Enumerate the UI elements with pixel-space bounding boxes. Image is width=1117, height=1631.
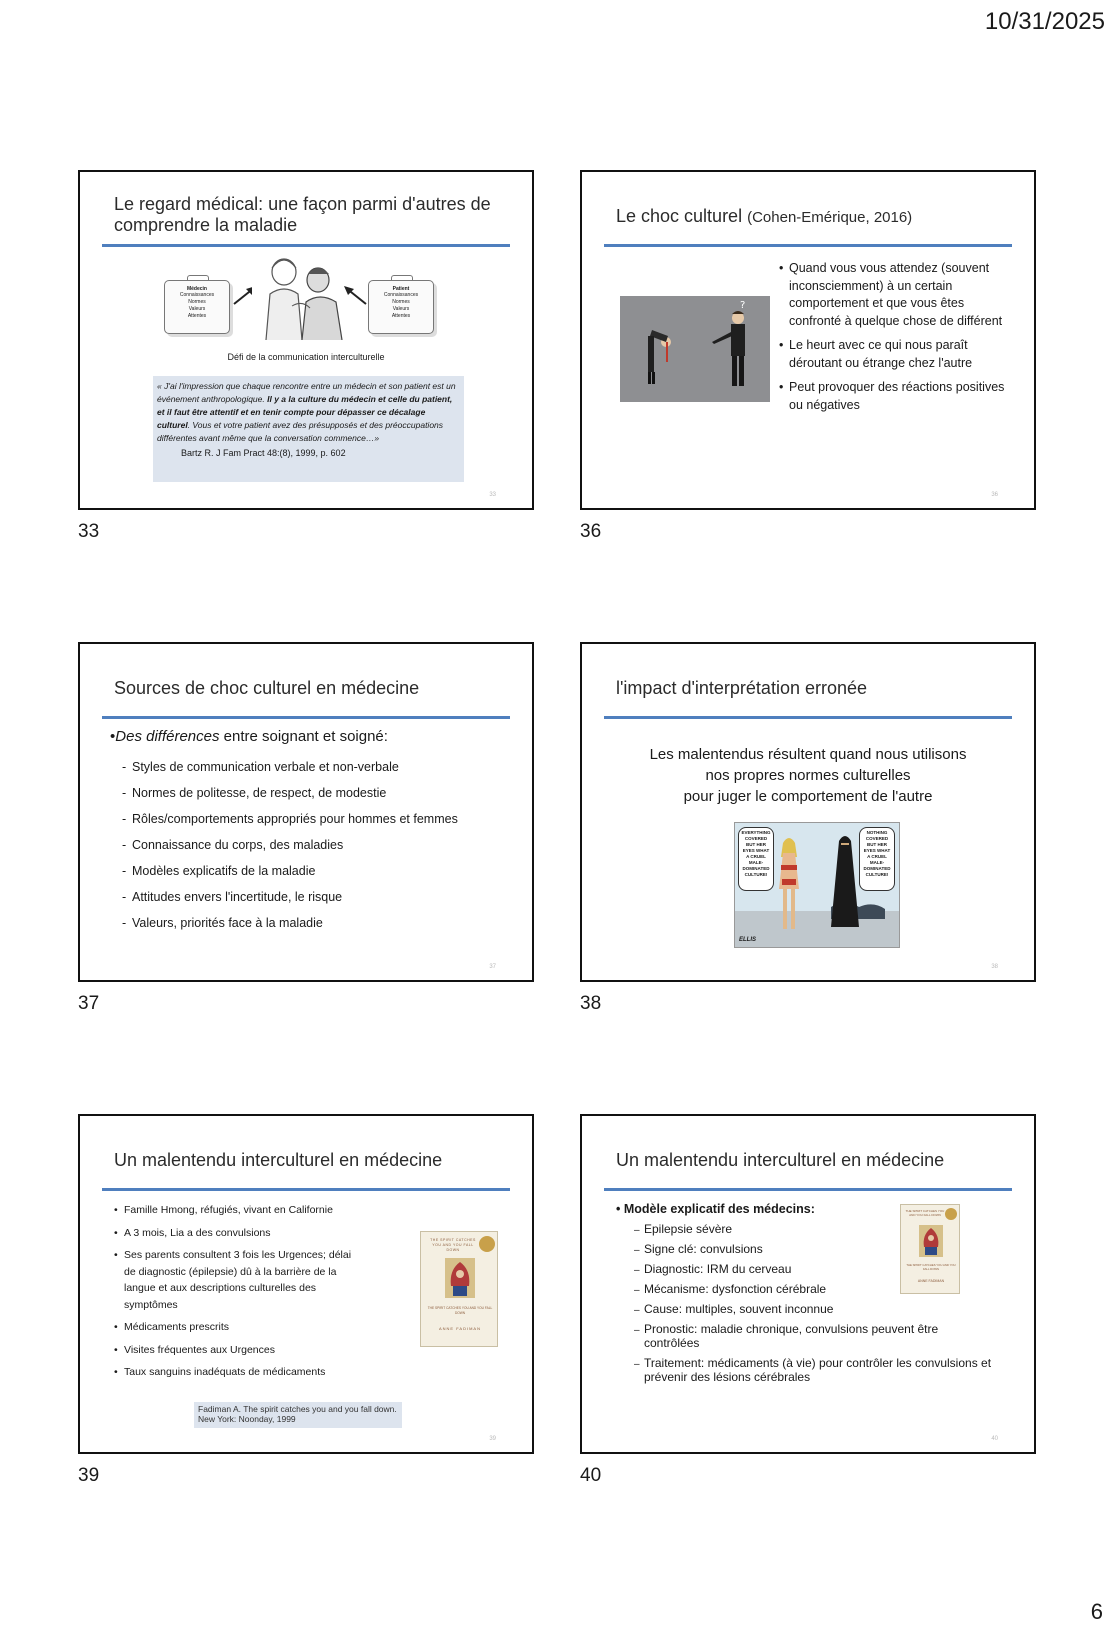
doctor-box-line: Attentes: [187, 313, 207, 319]
speech-bubble-left: EVERYTHING COVERED BUT HER EYES WHAT A CRUEL MALE-DOMINATED CULTURE!: [738, 827, 774, 891]
slide-title-reference: (Cohen-Emérique, 2016): [747, 209, 913, 226]
cartoon-image: [734, 822, 900, 948]
bow-handshake-image: [620, 296, 770, 402]
doctor-patient-illustration: [252, 250, 348, 340]
bullet-item: • Ses parents consultent 3 fois les Urgences; délai de diagnostic (épilepsie) dû à la barrière de la langue et aux descriptions culturelles des symptômes: [114, 1247, 354, 1313]
slide-label: 40: [580, 1465, 602, 1486]
case-bullet-list: [114, 1202, 354, 1381]
slide-36: [580, 170, 1036, 510]
list-item: - Styles de communication verbale et non-verbale: [122, 754, 522, 780]
slide-text: [582, 744, 1034, 807]
cartoon-signature: ELLIS: [739, 937, 757, 943]
slide-33: [78, 170, 534, 510]
title-rule: [604, 244, 1012, 247]
list-item: – Traitement: médicaments (à vie) pour contrôler les convulsions et prévenir des lésions cérébrales: [634, 1356, 994, 1384]
bullet-list: [779, 260, 1005, 414]
slide-title: l'impact d'interprétation erronée: [616, 678, 868, 698]
title-rule: [102, 716, 510, 719]
doctor-briefcase: [164, 280, 230, 334]
slide-number: 36: [991, 492, 998, 498]
list-item: - Normes de politesse, de respect, de modestie: [122, 780, 522, 806]
slide-number: 37: [489, 964, 496, 970]
book-illustration: [919, 1225, 943, 1257]
slide-39: [78, 1114, 534, 1454]
slide-title: Un malentendu interculturel en médecine: [114, 1150, 443, 1170]
list-item: – Mécanisme: dysfonction cérébrale: [634, 1282, 884, 1296]
title-rule: [604, 716, 1012, 719]
text-line: nos propres normes culturelles: [705, 767, 911, 784]
patient-briefcase: [368, 280, 434, 334]
list-item: – Cause: multiples, souvent inconnue: [634, 1302, 884, 1316]
bullet-item: • Peut provoquer des réactions positives ou négatives: [779, 379, 1005, 414]
patient-box-line: Normes: [392, 299, 410, 305]
speech-bubble-right: NOTHING COVERED BUT HER EYES WHAT A CRUEL MALE-DOMINATED CULTURE!: [859, 827, 895, 891]
slide-37: [78, 642, 534, 982]
doctor-box-line: Normes: [188, 299, 206, 305]
illustration-caption: Défi de la communication interculturelle: [227, 352, 385, 362]
patient-box-heading: Patient: [392, 286, 410, 292]
text-line: Les malentendus résultent quand nous utilisons: [649, 746, 967, 763]
bullet-icon: •: [616, 1202, 624, 1216]
title-rule: [102, 244, 510, 247]
doctor-box-heading: Médecin: [186, 286, 207, 292]
list-item: – Pronostic: maladie chronique, convulsions peuvent être contrôlées: [634, 1322, 994, 1350]
print-date: 10/31/2025: [984, 8, 1105, 35]
list-item: - Connaissance du corps, des maladies: [122, 832, 522, 858]
briefcase-handle-icon: [187, 275, 209, 281]
list-item: - Attitudes envers l'incertitude, le risque: [122, 884, 522, 910]
award-seal-icon: [945, 1208, 957, 1220]
book-author: ANNE FADIMAN: [917, 1279, 945, 1283]
text-line: pour juger le comportement de l'autre: [683, 788, 933, 805]
book-author: ANNE FADIMAN: [438, 1326, 481, 1331]
slide-40: [580, 1114, 1036, 1454]
book-title-repeat: THE SPIRIT CATCHES YOU AND YOU FALL DOWN: [906, 1263, 956, 1271]
patient-box-line: Valeurs: [392, 306, 410, 312]
main-bullet: [110, 728, 388, 745]
quote-citation: Bartz R. J Fam Pract 48:(8), 1999, p. 602: [181, 448, 346, 458]
slide-title: [616, 206, 1016, 228]
slide-number: 38: [991, 964, 998, 970]
book-title: THE SPIRIT CATCHES YOU AND YOU FALL DOWN: [905, 1209, 945, 1217]
book-illustration: [445, 1258, 475, 1298]
bullet-item: • Famille Hmong, réfugiés, vivant en Californie: [114, 1202, 354, 1219]
list-item: – Signe clé: convulsions: [634, 1242, 884, 1256]
doctor-box-line: Valeurs: [188, 306, 206, 312]
svg-text:?: ?: [740, 300, 746, 311]
slide-38: [580, 642, 1036, 982]
arrow-icon: [342, 284, 368, 306]
slide-label: 38: [580, 993, 602, 1014]
main-bullet: [616, 1202, 815, 1216]
main-bullet-text: Modèle explicatif des médecins:: [623, 1202, 815, 1216]
slide-label: 33: [78, 521, 100, 542]
slide-number: 40: [991, 1436, 998, 1442]
quote-box: [153, 376, 464, 482]
briefcase-handle-icon: [391, 275, 413, 281]
bullet-item: • Le heurt avec ce qui nous paraît déroutant ou étrange chez l'autre: [779, 337, 1005, 372]
page-number: 6: [1090, 1599, 1103, 1624]
bullet-icon: •: [110, 728, 116, 745]
list-item: - Rôles/comportements appropriés pour hommes et femmes: [122, 806, 522, 832]
slide-number: 33: [489, 492, 496, 498]
bullet-item: • Médicaments prescrits: [114, 1319, 354, 1336]
slide-title: Un malentendu interculturel en médecine: [616, 1150, 945, 1170]
slide-label: 37: [78, 993, 100, 1014]
book-title: THE SPIRIT CATCHES YOU AND YOU FALL DOWN: [430, 1238, 476, 1252]
bullet-item: • A 3 mois, Lia a des convulsions: [114, 1225, 354, 1242]
book-cover: [900, 1204, 960, 1294]
patient-box-line: Connaissances: [383, 292, 419, 298]
main-bullet-emphasis: Des différences: [115, 728, 220, 745]
list-item: – Diagnostic: IRM du cerveau: [634, 1262, 884, 1276]
bullet-item: • Visites fréquentes aux Urgences: [114, 1342, 354, 1359]
reference-box: Fadiman A. The spirit catches you and you fall down. New York: Noonday, 1999: [194, 1402, 402, 1428]
patient-box-line: Attentes: [391, 313, 411, 319]
list-item: - Modèles explicatifs de la maladie: [122, 858, 522, 884]
quote-emphasis: Il y a la culture du médecin et celle du patient, et il faut être attentif et en tenir compte pour dépasser ce décalage culturel: [157, 394, 453, 430]
quote-text: « J'ai l'impression que chaque rencontre entre un médecin et son patient est un événement anthropologique.: [157, 381, 456, 404]
slide-title: Le regard médical: une façon parmi d'autres de comprendre la maladie: [114, 194, 491, 235]
slide-label: 39: [78, 1465, 100, 1486]
difference-list: [122, 754, 522, 936]
award-seal-icon: [479, 1236, 495, 1252]
book-title-repeat: THE SPIRIT CATCHES YOU AND YOU FALL DOWN: [427, 1306, 493, 1315]
list-item: - Valeurs, priorités face à la maladie: [122, 910, 522, 936]
title-rule: [604, 1188, 1012, 1191]
bullet-item: • Quand vous vous attendez (souvent inconsciemment) à un certain comportement et que vous êtes confronté à quelque chose de différent: [779, 260, 1005, 330]
slide-title-main: Le choc culturel: [616, 206, 743, 226]
title-rule: [102, 1188, 510, 1191]
slide-number: 39: [489, 1436, 496, 1442]
slide-title: Sources de choc culturel en médecine: [114, 678, 420, 698]
doctor-box-line: Connaissances: [179, 292, 215, 298]
slide-label: 36: [580, 521, 602, 542]
book-cover: [420, 1231, 498, 1347]
list-item: – Epilepsie sévère: [634, 1222, 884, 1236]
bullet-item: • Taux sanguins inadéquats de médicaments: [114, 1364, 354, 1381]
quote-text-end: . Vous et votre patient avez des présupposés et des préoccupations différentes avant même que la conversation commence…»: [157, 420, 444, 443]
main-bullet-text: entre soignant et soigné:: [219, 728, 388, 745]
